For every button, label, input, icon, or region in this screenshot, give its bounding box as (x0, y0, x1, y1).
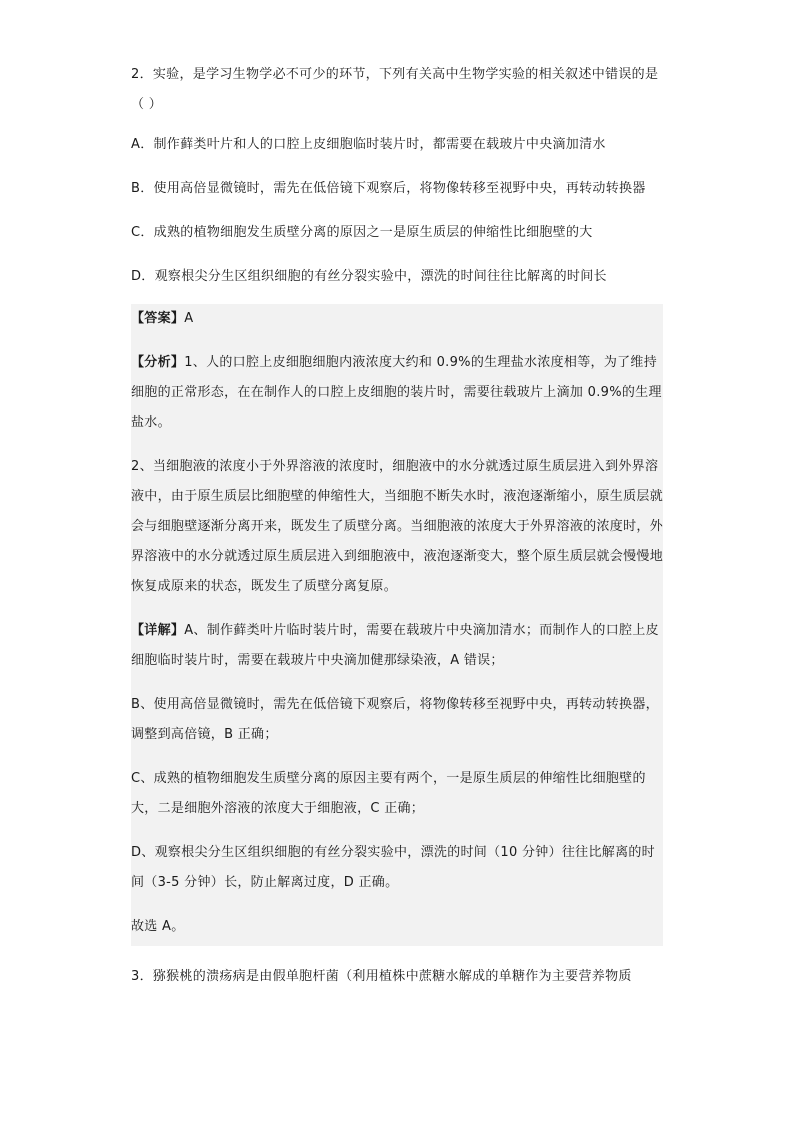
analysis-text-1: 1、人的口腔上皮细胞细胞内液浓度大约和 0.9%的生理盐水浓度相等，为了维持细胞的正常形态，在在制作人的口腔上皮细胞的装片时，需要往载玻片上滴加 0.9%的生理盐水。 (131, 355, 662, 430)
analysis-paragraph-1 (131, 348, 663, 438)
detail-paragraph-a (131, 616, 663, 676)
detail-paragraph-c: C、成熟的植物细胞发生质壁分离的原因主要有两个，一是原生质层的伸缩性比细胞壁的大，二是细胞外溶液的浓度大于细胞液，C 正确； (131, 771, 646, 816)
answer-line (131, 304, 663, 334)
question-3-stem: 3．猕猴桃的溃疡病是由假单胞杆菌（利用植株中蔗糖水解成的单糖作为主要营养物质 (131, 969, 632, 984)
question-2-stem: 2．实验，是学习生物学必不可少的环节，下列有关高中生物学实验的相关叙述中错误的是（ ） (131, 67, 659, 112)
answer-explanation-block (131, 304, 663, 946)
answer-value: A (184, 311, 194, 326)
question-2-option-a: A．制作藓类叶片和人的口腔上皮细胞临时装片时，都需要在载玻片中央滴加清水 (131, 137, 606, 152)
document-page (131, 60, 663, 992)
detail-paragraph-b: B、使用高倍显微镜时，需先在低倍镜下观察后，将物像转移至视野中央，再转动转换器，调整到高倍镜，B 正确； (131, 697, 659, 742)
question-2-option-c: C．成熟的植物细胞发生质壁分离的原因之一是原生质层的伸缩性比细胞壁的大 (131, 225, 593, 240)
question-2-option-b: B．使用高倍显微镜时，需先在低倍镜下观察后，将物像转移至视野中央，再转动转换器 (131, 181, 646, 196)
conclusion: 故选 A。 (131, 919, 185, 934)
answer-tag: 【答案】 (131, 311, 185, 326)
analysis-paragraph-2: 2、当细胞液的浓度小于外界溶液的浓度时，细胞液中的水分就透过原生质层进入到外界溶液中，由于原生质层比细胞壁的伸缩性大，当细胞不断失水时，液泡逐渐缩小，原生质层就会与细胞壁逐渐分离开来，既发生了质壁分离。当细胞液的浓度大于外界溶液的浓度时，外界溶液中的水分就透过原生质层进入到细胞液中，液泡逐渐变大，整个原生质层就会慢慢地恢复成原来的状态，既发生了质壁分离复原。 (131, 459, 664, 594)
analysis-tag: 【分析】 (131, 355, 185, 370)
detail-text-a: A、制作藓类叶片临时装片时，需要在载玻片中央滴加清水；而制作人的口腔上皮细胞临时装片时，需要在载玻片中央滴加健那绿染液，A 错误； (131, 623, 659, 668)
detail-tag: 【详解】 (131, 623, 185, 638)
detail-paragraph-d: D、观察根尖分生区组织细胞的有丝分裂实验中，漂洗的时间（10 分钟）往往比解离的时间（3-5 分钟）长，防止解离过度，D 正确。 (131, 845, 655, 890)
question-2-option-d: D．观察根尖分生区组织细胞的有丝分裂实验中，漂洗的时间往往比解离的时间长 (131, 269, 607, 284)
